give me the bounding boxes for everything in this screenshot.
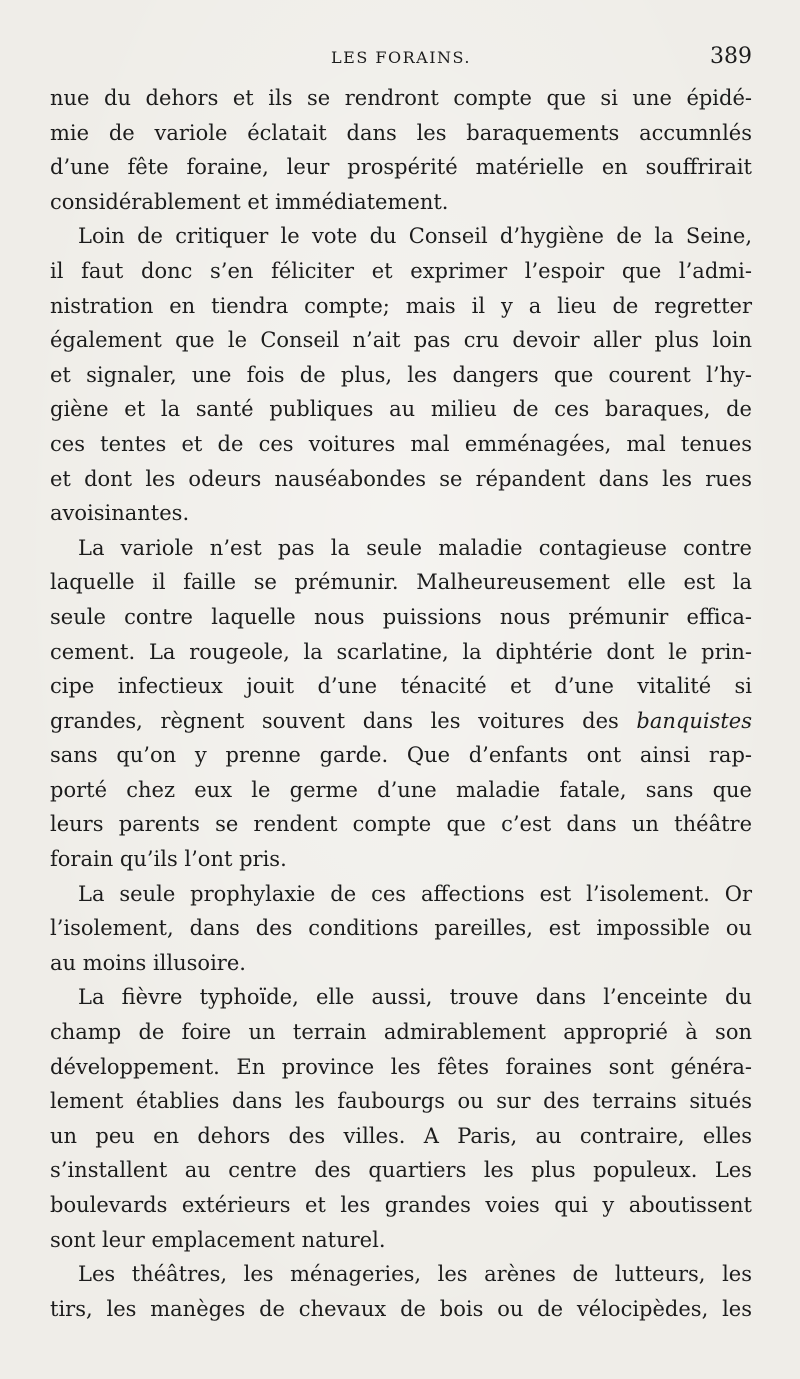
text-line: porté chez eux le germe d’une maladie fatale, sans que <box>50 777 752 802</box>
text-line: d’une fête foraine, leur prospérité matérielle en souffrirait <box>50 155 752 180</box>
page-number: 389 <box>710 44 752 69</box>
text-line: mie de variole éclatait dans les baraquements accumnlés <box>50 120 752 145</box>
text-line: considérablement et immédiatement. <box>50 189 449 214</box>
text-line: l’isolement, dans des conditions pareilles, est impossible ou <box>50 916 752 941</box>
text-line: La variole n’est pas la seule maladie contagieuse contre <box>78 535 752 560</box>
text-line: développement. En province les fêtes foraines sont généra- <box>50 1054 752 1079</box>
text-line: nistration en tiendra compte; mais il y a lieu de regretter <box>50 293 752 318</box>
text-line: boulevards extérieurs et les grandes voies qui y aboutissent <box>50 1193 752 1217</box>
text-line: cement. La rougeole, la scarlatine, la diphtérie dont le prin- <box>50 639 752 664</box>
text-line: La fièvre typhoïde, elle aussi, trouve dans l’enceinte du <box>78 985 752 1010</box>
body-text <box>50 81 752 1326</box>
text-line: il faut donc s’en féliciter et exprimer l’espoir que l’admi- <box>50 258 752 283</box>
text-line: ces tentes et de ces voitures mal emménagées, mal tenues <box>50 431 752 456</box>
text-line: laquelle il faille se prémunir. Malheureusement elle est la <box>50 570 752 595</box>
text-line: Les théâtres, les ménageries, les arènes de lutteurs, les <box>78 1262 752 1287</box>
running-head <box>50 44 752 74</box>
text-line: lement établies dans les faubourgs ou sur des terrains situés <box>50 1089 752 1114</box>
text-segment: grandes, règnent souvent dans les voitures des <box>50 708 637 733</box>
text-line: au moins illusoire. <box>50 950 246 975</box>
text-line: champ de foire un terrain admirablement approprié à son <box>50 1020 752 1045</box>
italic-word: banquistes <box>636 708 752 733</box>
text-line: sont leur emplacement naturel. <box>50 1227 386 1252</box>
text-line: s’installent au centre des quartiers les plus populeux. Les <box>50 1158 752 1183</box>
text-line: seule contre laquelle nous puissions nous prémunir effica- <box>50 604 752 629</box>
text-line: un peu en dehors des villes. A Paris, au contraire, elles <box>50 1123 752 1148</box>
text-line: forain qu’ils l’ont pris. <box>50 847 287 872</box>
text-line: avoisinantes. <box>50 501 190 526</box>
text-line: nue du dehors et ils se rendront compte que si une épidé- <box>50 86 752 110</box>
text-line: et signaler, une fois de plus, les dangers que courent l’hy- <box>50 362 752 387</box>
text-line: sans qu’on y prenne garde. Que d’enfants ont ainsi rap- <box>50 743 752 768</box>
text-line: leurs parents se rendent compte que c’est dans un théâtre <box>50 812 752 837</box>
text-line: Loin de critiquer le vote du Conseil d’hygiène de la Seine, <box>78 224 752 249</box>
text-line: et dont les odeurs nauséabondes se répandent dans les rues <box>50 466 752 491</box>
text-line: également que le Conseil n’ait pas cru devoir aller plus loin <box>50 328 752 353</box>
text-line: La seule prophylaxie de ces affections est l’isolement. Or <box>78 881 752 906</box>
text-line: tirs, les manèges de chevaux de bois ou de vélocipèdes, les <box>50 1296 752 1321</box>
running-title: LES FORAINS. <box>331 48 471 67</box>
text-line: cipe infectieux jouit d’une ténacité et d’une vitalité si <box>50 674 752 699</box>
text-line: giène et la santé publiques au milieu de ces baraques, de <box>50 397 752 422</box>
text-line <box>50 704 752 739</box>
